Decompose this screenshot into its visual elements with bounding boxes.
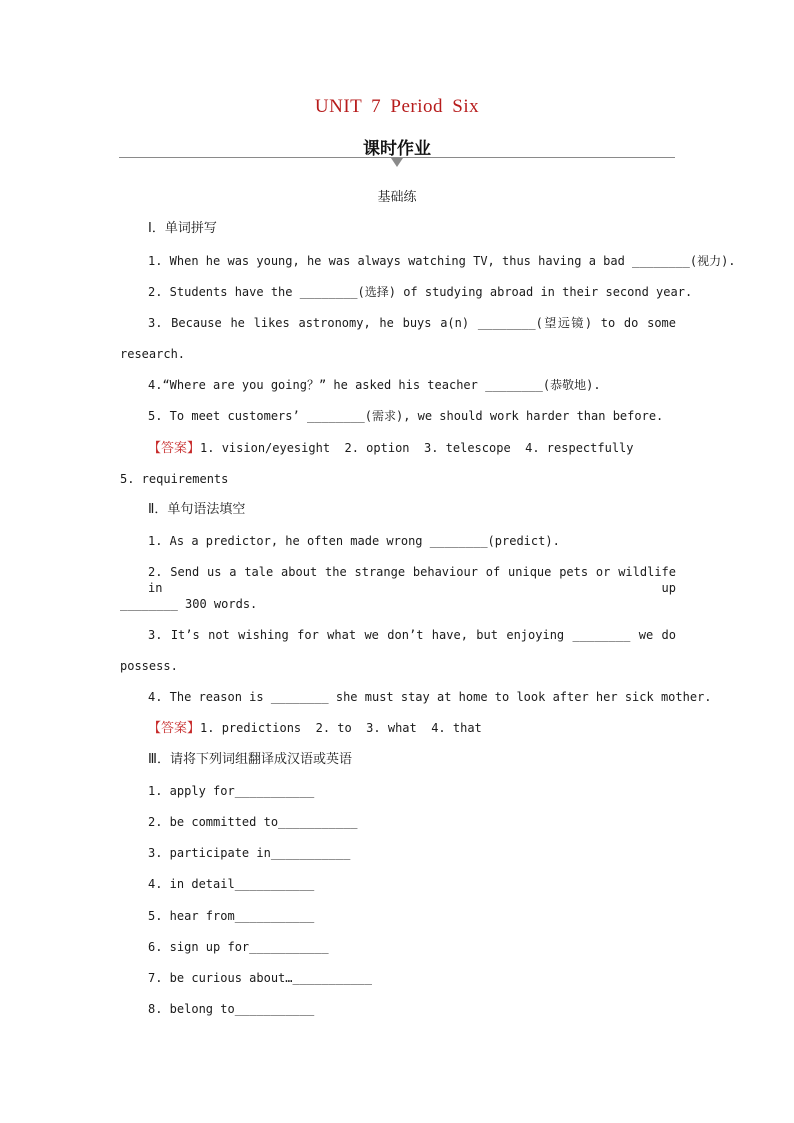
- part2-answer: [148, 720, 482, 737]
- part1-question-5: 5. To meet customers’ ________(需求), we should work harder than before.: [148, 409, 664, 423]
- part1-question-3: 3. Because he likes astronomy, he buys a(n) ________(望远镜) to do some: [148, 316, 676, 330]
- part2-question-2: 2. Send us a tale about the strange behaviour of unique pets or wildlife in up: [148, 565, 676, 595]
- answer-label: 【答案】: [148, 441, 201, 456]
- section-heading-basic: 基础练: [377, 190, 417, 205]
- answer-label: 【答案】: [148, 721, 201, 736]
- part1-question-1: 1. When he was young, he was always watching TV, thus having a bad ________(视力).: [148, 254, 736, 268]
- part2-answer-text: 1. predictions 2. to 3. what 4. that: [200, 721, 482, 735]
- part1-answer-cont: 5. requirements: [120, 472, 229, 486]
- list-item: 3. participate in___________: [148, 846, 351, 860]
- part1-answer: [148, 440, 634, 457]
- part1-question-2: 2. Students have the ________(选择) of studying abroad in their second year.: [148, 285, 693, 299]
- list-item: 8. belong to___________: [148, 1002, 315, 1016]
- list-item: 2. be committed to___________: [148, 815, 358, 829]
- list-item: 1. apply for___________: [148, 784, 315, 798]
- part2-heading: Ⅱ．单句语法填空: [148, 502, 246, 517]
- part2-question-3-cont: possess.: [120, 659, 178, 673]
- part2-question-3: 3. It’s not wishing for what we don’t have, but enjoying ________ we do: [148, 628, 676, 642]
- list-item: 6. sign up for___________: [148, 940, 329, 954]
- part1-question-3-cont: research.: [120, 347, 186, 361]
- list-item: 5. hear from___________: [148, 909, 315, 923]
- list-item: 7. be curious about…___________: [148, 971, 372, 985]
- part1-heading: Ⅰ．单词拼写: [148, 221, 217, 236]
- part2-question-4: 4. The reason is ________ she must stay at home to look after her sick mother.: [148, 690, 712, 704]
- part1-question-4: 4.“Where are you going？” he asked his teacher ________(恭敬地).: [148, 378, 601, 392]
- part1-answer-text: 1. vision/eyesight 2. option 3. telescope 4. respectfully: [200, 441, 634, 455]
- list-item: 4. in detail___________: [148, 877, 315, 891]
- page-subtitle: 课时作业: [363, 139, 431, 159]
- part3-heading: Ⅲ．请将下列词组翻译成汉语或英语: [148, 752, 352, 767]
- part2-question-2-cont: ________ 300 words.: [120, 597, 258, 611]
- page-title: UNIT 7 Period Six: [314, 96, 480, 117]
- part2-question-1: 1. As a predictor, he often made wrong ________(predict).: [148, 534, 560, 548]
- triangle-marker-icon: [391, 158, 403, 167]
